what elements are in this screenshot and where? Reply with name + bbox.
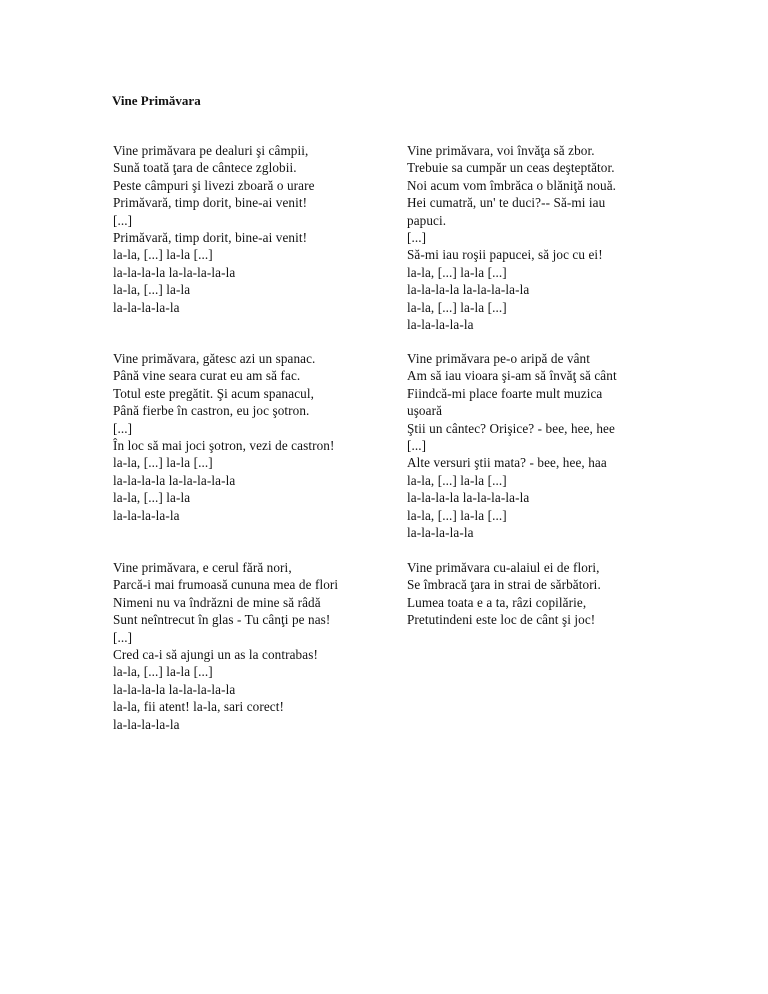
lyric-line: Fiindcă-mi place foarte mult muzica [407,385,603,401]
lyric-line: Sunt neîntrecut în glas - Tu cânţi pe nas! [113,612,331,628]
lyric-line: la-la, [...] la-la [...] [113,664,213,680]
lyric-line: la-la, [...] la-la [...] [407,472,507,488]
lyric-line: Totul este pregătit. Şi acum spanacul, [113,385,314,401]
lyric-line: la-la, [...] la-la [...] [407,264,507,280]
lyric-line: Primăvară, timp dorit, bine-ai venit! [113,229,308,245]
lyric-line: În loc să mai joci şotron, vezi de castron! [113,437,335,453]
lyric-line: la-la-la-la-la [113,716,180,732]
lyric-line: Lumea toata e a ta, râzi copilărie, [407,594,587,610]
stanza-5 [113,559,338,733]
lyric-line: Sună toată ţara de cântece zglobii. [113,160,297,176]
lyric-line: la-la, fii atent! la-la, sari corect! [113,699,285,715]
lyric-line: Vine primăvara cu-alaiul ei de flori, [407,560,600,575]
lyric-line: Cred ca-i să ajungi un as la contrabas! [113,646,318,662]
lyric-line: uşoară [407,403,443,419]
stanza-1 [113,142,315,316]
lyric-line: Trebuie sa cumpăr un ceas deşteptător. [407,160,615,176]
lyric-line: la-la-la-la-la [407,316,474,332]
lyric-line: la-la, [...] la-la [...] [407,507,507,523]
lyric-line: Se îmbracă ţara in strai de sărbători. [407,577,601,593]
lyric-line: papuci. [407,212,447,228]
lyric-line: Noi acum vom îmbrăca o blăniţă nouă. [407,177,617,193]
lyric-line: la-la-la-la la-la-la-la-la [407,282,530,298]
lyric-line: la-la-la-la la-la-la-la-la [407,490,530,506]
lyric-line: la-la, [...] la-la [...] [113,455,213,471]
lyric-line: Vine primăvara, e cerul fără nori, [113,560,292,575]
lyric-line: Să-mi iau roşii papucei, să joc cu ei! [407,247,603,263]
lyric-line: Până vine seara curat eu am să fac. [113,368,301,384]
stanza-3 [113,350,334,524]
lyric-line: la-la-la-la la-la-la-la-la [113,264,236,280]
lyric-line: la-la-la-la la-la-la-la-la [113,472,236,488]
lyric-line: Hei cumatră, un' te duci?-- Să-mi iau [407,195,606,211]
lyric-line: la-la-la-la-la [113,299,180,315]
lyric-line: Parcă-i mai frumoasă cununa mea de flori [113,577,339,593]
lyric-line: la-la-la-la-la [113,507,180,523]
lyric-line: Nimeni nu va îndrăzni de mine să râdă [113,594,321,610]
lyric-line: [...] [407,229,427,245]
lyric-line: la-la, [...] la-la [...] [113,247,213,263]
lyric-line: Primăvară, timp dorit, bine-ai venit! [113,195,308,211]
lyric-line: la-la-la-la la-la-la-la-la [113,681,236,697]
lyric-line: la-la, [...] la-la [113,490,191,506]
lyric-line: Peste câmpuri şi livezi zboară o urare [113,177,315,193]
lyric-line: [...] [113,212,133,228]
lyric-line: Am să iau vioara şi-am să învăţ să cânt [407,368,617,384]
lyric-line: la-la, [...] la-la [...] [407,299,507,315]
song-title: Vine Primăvara [112,93,201,108]
lyric-line: Pretutindeni este loc de cânt şi joc! [407,612,596,628]
stanza-4 [407,350,617,541]
lyric-line: [...] [113,420,133,436]
lyric-line: la-la-la-la-la [407,524,474,540]
lyric-line: Vine primăvara pe dealuri şi câmpii, [113,143,309,158]
lyric-line: Vine primăvara, voi învăţa să zbor. [407,143,595,158]
stanza-6 [407,559,601,629]
lyric-line: Alte versuri ştii mata? - bee, hee, haa [407,455,607,471]
lyric-line: Vine primăvara pe-o aripă de vânt [407,351,591,366]
lyric-line: la-la, [...] la-la [113,282,191,298]
lyric-line: [...] [113,629,133,645]
lyric-line: Ştii un cântec? Orişice? - bee, hee, hee [407,420,615,436]
stanza-2 [407,142,616,333]
lyric-line: Până fierbe în castron, eu joc şotron. [113,403,310,419]
lyric-line: Vine primăvara, gătesc azi un spanac. [113,351,316,366]
lyric-line: [...] [407,437,427,453]
